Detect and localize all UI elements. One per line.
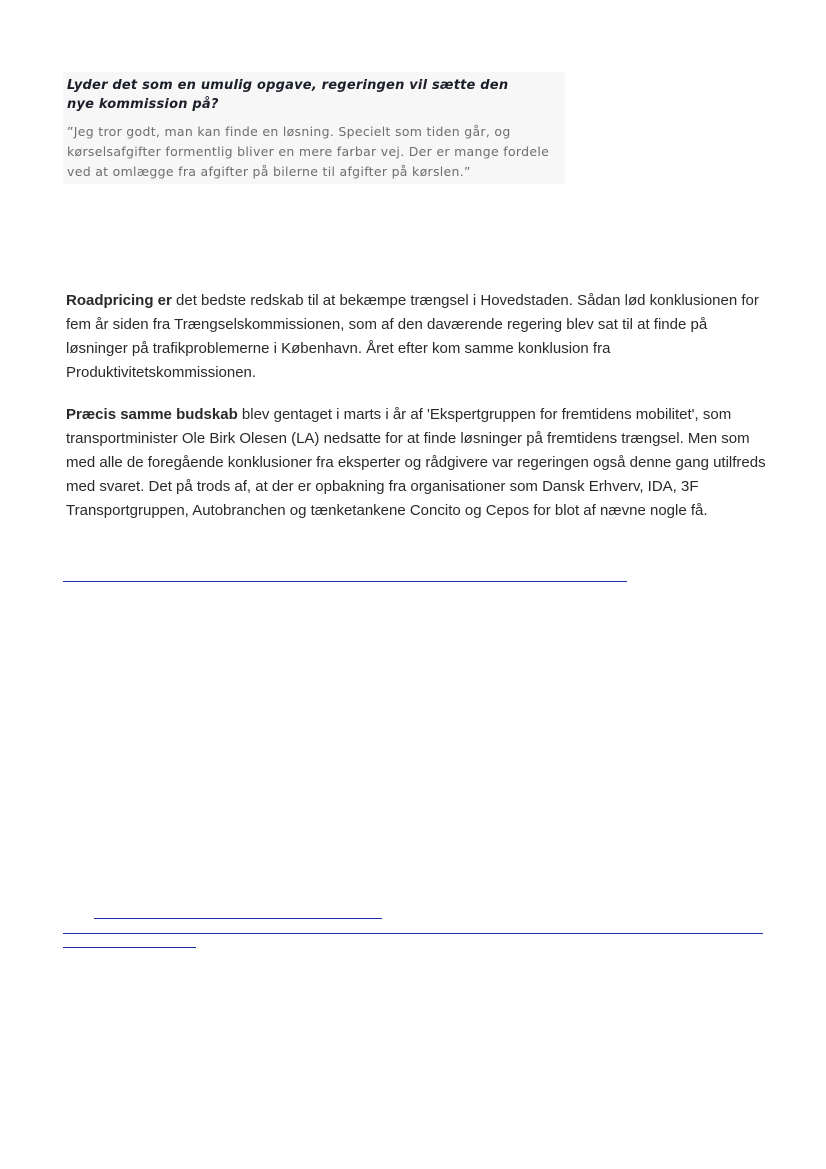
hyperlink-underline[interactable] bbox=[94, 918, 382, 919]
hyperlink-underline[interactable] bbox=[63, 947, 196, 948]
paragraph-lead: Præcis samme budskab bbox=[66, 406, 238, 423]
article-paragraph-budskab bbox=[66, 403, 766, 523]
quote-answer: ”Jeg tror godt, man kan finde en løsning. Specielt som tiden går, og kørselsafgifter formentlig bliver en mere farbar vej. Der er mange fordele ved at omlægge fra afgifter på bilerne til afgifter på kørslen.” bbox=[67, 124, 550, 179]
paragraph-body: blev gentaget i marts i år af 'Ekspertgruppen for fremtidens mobilitet', som transportminister Ole Birk Olesen (LA) nedsatte for at finde løsninger på fremtidens trængsel. Men som med alle de foregående konklusioner fra eksperter og rådgivere var regeringen også denne gang utilfreds med svaret. Det på trods af, at der er opbakning fra organisationer som Dansk Erhverv, IDA, 3F Transportgruppen, Autobranchen og tænketankene Concito og Cepos for blot af nævne nogle få. bbox=[66, 406, 766, 519]
quote-question: Lyder det som en umulig opgave, regeringen vil sætte den nye kommission på? bbox=[67, 78, 509, 112]
paragraph-body: det bedste redskab til at bekæmpe trængsel i Hovedstaden. Sådan lød konklusionen for fem år siden fra Trængselskommissionen, som af den daværende regering blev sat til at finde på løsninger på trafikproblemerne i København. Året efter kom samme konklusion fra Produktivitetskommissionen. bbox=[66, 292, 759, 381]
quote-card bbox=[63, 72, 565, 184]
hyperlink-underline[interactable] bbox=[63, 933, 763, 934]
hyperlink-underline[interactable] bbox=[63, 581, 627, 582]
paragraph-lead: Roadpricing er bbox=[66, 292, 172, 309]
article-paragraph-roadpricing bbox=[66, 289, 766, 385]
